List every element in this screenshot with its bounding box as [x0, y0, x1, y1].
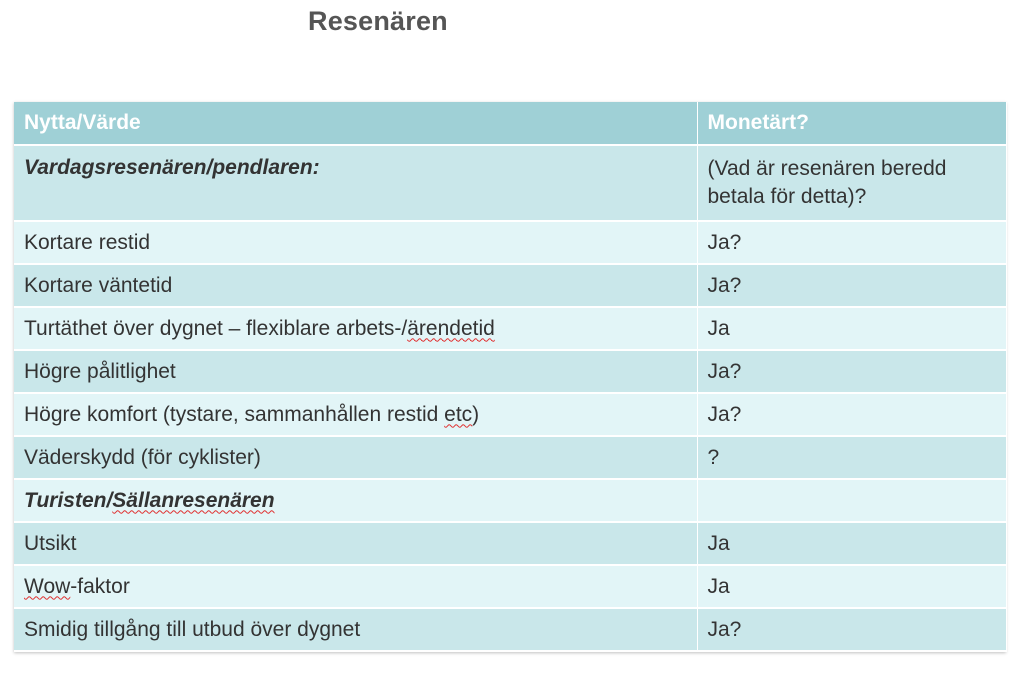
spellcheck-word: Sällanresenären [112, 488, 275, 512]
table-row [14, 522, 1006, 565]
row-value: Ja? [697, 221, 1006, 264]
table-header-row [14, 102, 1006, 145]
table-row [14, 608, 1006, 651]
table-row [14, 436, 1006, 479]
row-label: Smidig tillgång till utbud över dygnet [14, 608, 697, 651]
row-label: Kortare restid [14, 221, 697, 264]
table-row [14, 393, 1006, 436]
table-row [14, 145, 1006, 221]
row-label-text-end: -faktor [70, 574, 130, 598]
spellcheck-word: etc [444, 402, 473, 426]
spellcheck-word: ärendetid [407, 316, 495, 340]
row-value: Ja [697, 522, 1006, 565]
section-label-text: Turisten/ [24, 488, 113, 512]
row-value: Ja? [697, 608, 1006, 651]
table-row [14, 264, 1006, 307]
row-label: Kortare väntetid [14, 264, 697, 307]
row-value: Ja [697, 565, 1006, 608]
row-label-text-end: ) [472, 402, 480, 426]
row-value [697, 479, 1006, 522]
row-label-text: Turtäthet över dygnet – flexiblare arbets-/ [24, 316, 408, 340]
value-table [14, 102, 1007, 652]
table-row [14, 479, 1006, 522]
row-label: Väderskydd (för cyklister) [14, 436, 697, 479]
row-value: (Vad är resenären beredd betala för detta)? [697, 145, 1006, 221]
row-label [14, 565, 697, 608]
value-table-container [14, 102, 1006, 652]
section-label-tourist [14, 479, 697, 522]
section-label-commuter: Vardagsresenären/pendlaren: [14, 145, 697, 221]
row-label: Utsikt [14, 522, 697, 565]
table-row [14, 307, 1006, 350]
table-row [14, 350, 1006, 393]
spellcheck-word: Wow [24, 574, 71, 598]
header-benefit: Nytta/Värde [14, 102, 697, 145]
row-value: ? [697, 436, 1006, 479]
page-title: Resenären [308, 6, 448, 36]
table-row [14, 221, 1006, 264]
row-label [14, 393, 697, 436]
row-value: Ja [697, 307, 1006, 350]
header-monetary: Monetärt? [697, 102, 1006, 145]
row-value: Ja? [697, 350, 1006, 393]
row-label-text: Högre komfort (tystare, sammanhållen restid [24, 402, 445, 426]
row-value: Ja? [697, 393, 1006, 436]
row-label: Högre pålitlighet [14, 350, 697, 393]
row-label [14, 307, 697, 350]
row-value: Ja? [697, 264, 1006, 307]
table-row [14, 565, 1006, 608]
